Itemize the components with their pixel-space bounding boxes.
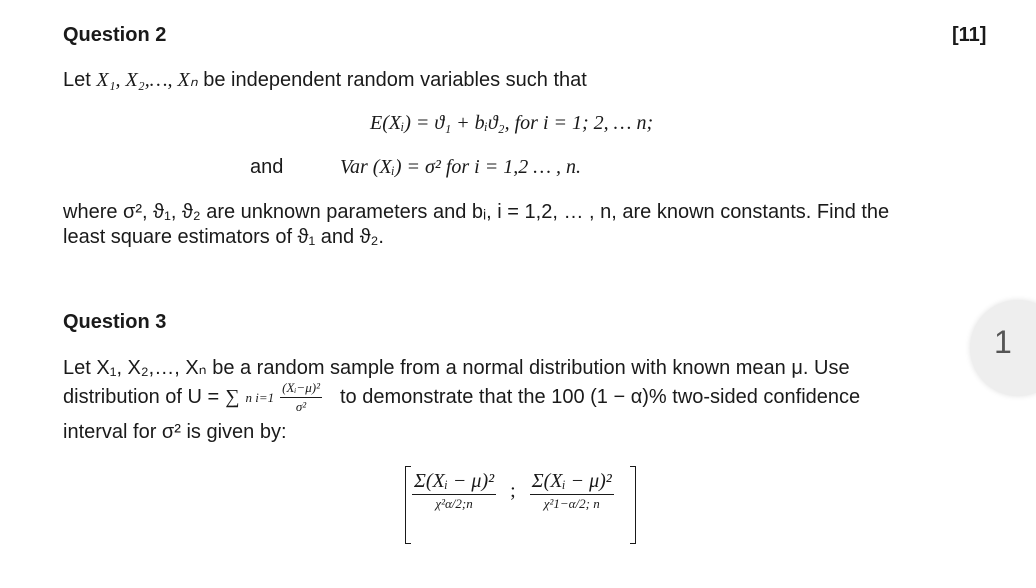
q3-sum-symbol: ∑ [225,386,240,408]
q2-intro-vars: X₁, X₂,…, Xₙ [96,69,198,91]
ci-lower-numerator: Σ(Xᵢ − μ)² [412,470,496,495]
q2-intro-suffix: be independent random variables such that [203,69,587,91]
ci-upper-numerator: Σ(Xᵢ − μ)² [530,470,614,495]
q2-and-label: and [250,156,284,178]
q2-equation-expectation: E(Xᵢ) = ϑ₁ + bᵢϑ₂, for i = 1; 2, … n; [370,112,654,134]
q2-where-line-2: least square estimators of ϑ₁ and ϑ₂. [63,226,384,248]
confidence-interval-expression [412,470,614,512]
question-3-heading: Question 3 [63,311,167,333]
ci-lower-fraction [412,470,496,512]
q3-line-1: Let X₁, X₂,…, Xₙ be a random sample from a normal distribution with known mean μ. Use [63,357,850,379]
q3-fraction [280,380,322,415]
ci-upper-denominator: χ²1−α/2; n [543,496,600,511]
question-2-marks: [11] [952,24,987,46]
question-2-heading: Question 2 [63,24,167,46]
q2-intro-line [63,67,587,92]
q2-equation-variance: Var (Xᵢ) = σ² for i = 1,2 … , n. [340,156,582,178]
ci-lower-denominator: χ²α/2;n [435,496,473,511]
page-indicator-number: 1 [994,324,1012,360]
ci-separator: ; [510,479,516,502]
q3-line-3: interval for σ² is given by: [63,421,287,443]
page-indicator-tab[interactable] [970,300,1036,396]
q3-line-2 [63,380,860,415]
q3-fraction-denominator: σ² [295,399,307,414]
q3-sum-limits: n i=1 [245,389,275,405]
ci-left-bracket [405,466,411,544]
ci-upper-fraction [530,470,614,512]
q3-fraction-numerator: (Xᵢ−μ)² [280,380,322,398]
q2-where-line: where σ², ϑ₁, ϑ₂ are unknown parameters and bᵢ, i = 1,2, … , n, are known constants. Find the [63,201,890,223]
q2-intro-prefix: Let [63,69,91,91]
q3-line2-prefix: distribution of U = [63,386,220,408]
ci-right-bracket [630,466,636,544]
q3-line2-suffix: to demonstrate that the 100 (1 − α)% two-sided confidence [339,386,861,408]
